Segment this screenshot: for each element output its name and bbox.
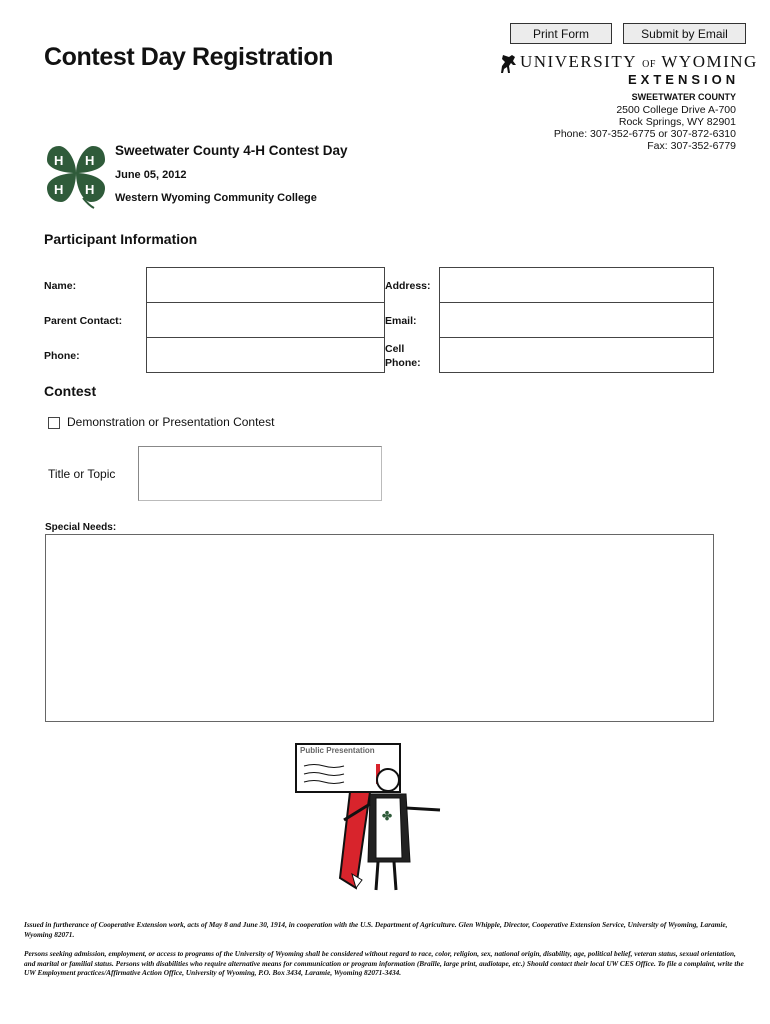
print-form-button[interactable]: Print Form (510, 23, 612, 44)
board-caption: Public Presentation (300, 746, 375, 755)
demonstration-label: Demonstration or Presentation Contest (67, 415, 275, 429)
university-name-of: OF (642, 59, 656, 70)
phone-field[interactable] (146, 337, 385, 373)
submit-by-email-button[interactable]: Submit by Email (623, 23, 746, 44)
presenter-drawing (290, 738, 450, 898)
cell-phone-field[interactable] (439, 337, 714, 373)
svg-text:H: H (85, 182, 95, 197)
page-title: Contest Day Registration (44, 43, 334, 71)
parent-contact-field[interactable] (146, 302, 385, 338)
event-date: June 05, 2012 (115, 169, 187, 181)
clover-apron-icon: ✤ (382, 809, 393, 823)
university-name-part: UNIVERSITY (520, 52, 637, 71)
address-line2: Rock Springs, WY 82901 (618, 116, 736, 128)
special-needs-label: Special Needs: (45, 522, 117, 533)
university-name-part-2: WYOMING (661, 52, 758, 71)
presentation-illustration (290, 738, 450, 898)
address-line1: 2500 College Drive A-700 (616, 104, 736, 116)
svg-text:H: H (54, 153, 64, 168)
contest-heading: Contest (44, 383, 97, 399)
event-name: Sweetwater County 4-H Contest Day (115, 143, 348, 158)
email-field[interactable] (439, 302, 714, 338)
email-label: Email: (385, 315, 417, 327)
address-field[interactable] (439, 267, 714, 303)
demonstration-checkbox[interactable] (48, 417, 60, 429)
title-topic-label: Title or Topic (48, 467, 116, 481)
extension-label: EXTENSION (628, 72, 740, 87)
event-location: Western Wyoming Community College (115, 192, 317, 204)
svg-text:H: H (85, 153, 95, 168)
4h-clover-icon (43, 140, 109, 210)
parent-contact-label: Parent Contact: (44, 315, 123, 327)
county-name: SWEETWATER COUNTY (631, 92, 736, 102)
special-needs-field[interactable] (45, 534, 714, 722)
cell-phone-label-line2: Phone: (385, 357, 421, 369)
name-field[interactable] (146, 267, 385, 303)
svg-text:H: H (54, 182, 64, 197)
phone-line: Phone: 307-352-6775 or 307-872-6310 (553, 128, 736, 140)
participant-heading: Participant Information (44, 231, 198, 247)
name-label: Name: (44, 280, 77, 292)
footer-funding-statement: Issued in furtherance of Cooperative Extension work, acts of May 8 and June 30, 1914, in cooperation with the U.S. Department of Agriculture. Glen Whipple, Director, Cooperative Extension Service, University of Wyoming, Laramie, Wyoming 82071. (24, 920, 728, 939)
phone-label: Phone: (44, 350, 80, 362)
fax-line: Fax: 307-352-6779 (647, 140, 736, 152)
university-logo (500, 52, 758, 92)
address-label: Address: (385, 280, 431, 292)
title-topic-field[interactable] (138, 446, 382, 501)
footer-nondiscrimination-statement: Persons seeking admission, employment, or access to programs of the University of Wyoming shall be considered without regard to race, color, religion, sex, national origin, disability, age, political belief, veteran status, sexual orientation, and marital or familial status. Persons with disabilities who require alternative means for communication or program information (Braille, large print, audiotape, etc.) Should contact their local UW CES Office. To file a complaint, write the UW Employment practices/Affirmative Action Office, University of Wyoming, P.O. Box 3434, Laramie, Wyoming 82071-3434. (24, 949, 744, 977)
university-name (520, 52, 758, 72)
cell-phone-label-line1: Cell (385, 343, 405, 355)
bucking-horse-icon (500, 53, 518, 75)
